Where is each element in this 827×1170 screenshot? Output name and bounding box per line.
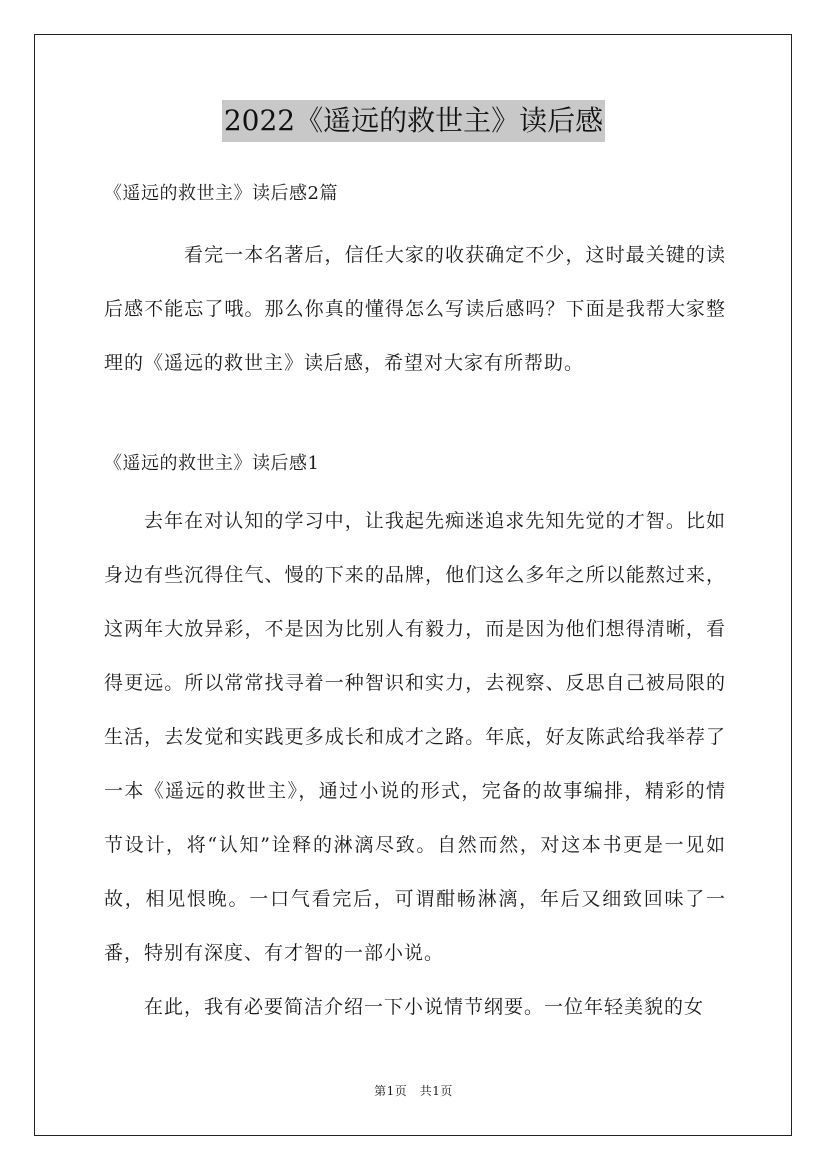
body-paragraph-continued: 在此，我有必要简洁介绍一下小说情节纲要。一位年轻美貌的女 xyxy=(144,996,705,1018)
title-container xyxy=(0,100,827,142)
document-title: 2022《遥远的救世主》读后感 xyxy=(222,100,605,142)
intro-paragraph: 看完一本名著后，信任大家的收获确定不少，这时最关键的读后感不能忘了哦。那么你真的懂得怎么写读后感吗？下面是我帮大家整理的《遥远的救世主》读后感，希望对大家有所帮助。 xyxy=(104,244,726,374)
page-number-footer: 第1页 共1页 xyxy=(374,1084,453,1098)
body-paragraph: 去年在对认知的学习中，让我起先痴迷追求先知先觉的才智。比如身边有些沉得住气、慢的下来的品牌，他们这么多年之所以能熬过来，这两年大放异彩，不是因为比别人有毅力，而是因为他们想得清晰，看得更远。所以常常找寻着一种智识和实力，去视察、反思自己被局限的生活，去发觉和实践更多成长和成才之路。年底，好友陈武给我举荐了一本《遥远的救世主》，通过小说的形式，完备的故事编排，精彩的情节设计，将“认知”诠释的淋漓尽致。自然而然，对这本书更是一见如故，相见恨晚。一口气看完后，可谓酣畅淋漓，年后又细致回味了一番，特别有深度、有才智的一部小说。 xyxy=(104,510,726,964)
document-subtitle: 《遥远的救世主》读后感2篇 xyxy=(104,183,338,204)
section-heading: 《遥远的救世主》读后感1 xyxy=(104,453,320,474)
